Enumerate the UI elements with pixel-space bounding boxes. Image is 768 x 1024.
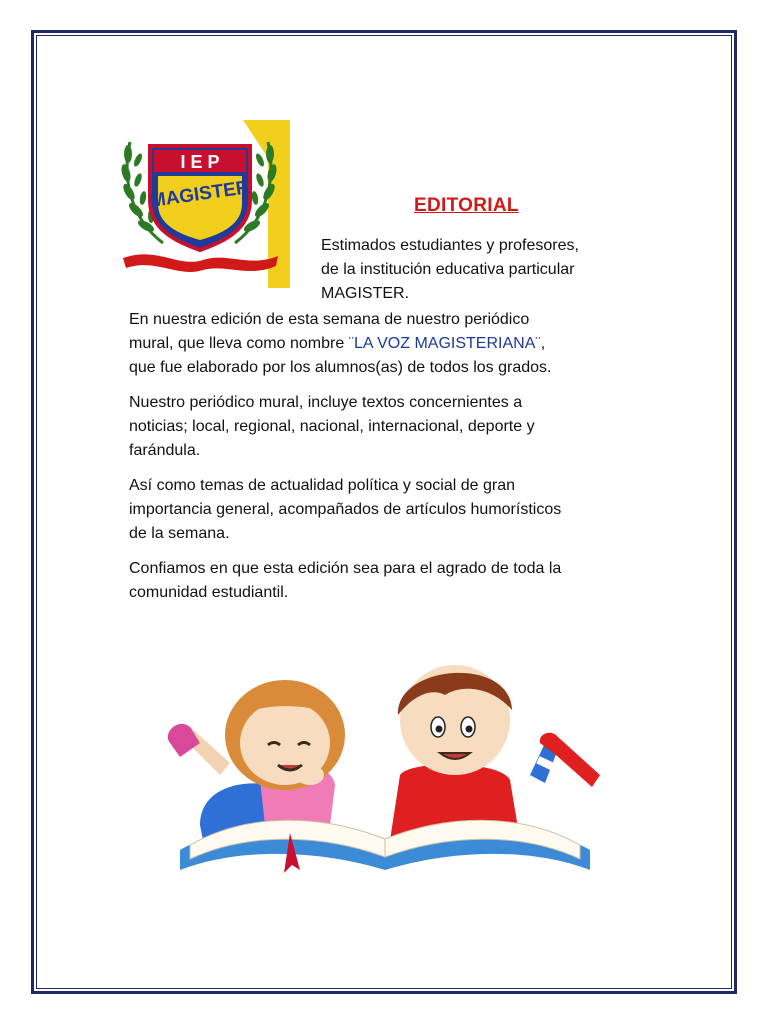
greeting-line: de la institución educativa particular [321, 261, 575, 278]
editorial-title: EDITORIAL [414, 195, 519, 216]
svg-text:I E P: I E P [180, 152, 220, 172]
text-line: mural, que lleva como nombre [129, 335, 349, 352]
text-line: de la semana. [129, 525, 230, 542]
paragraph-topics [129, 474, 659, 546]
text-line: comunidad estudiantil. [129, 584, 289, 601]
editorial-body [129, 308, 659, 616]
text-line: que fue elaborado por los alumnos(as) de todos los grados. [129, 359, 552, 376]
greeting-line: MAGISTER. [321, 285, 410, 302]
text-line: Confiamos en que esta edición sea para el agrado de toda la [129, 560, 562, 577]
children-reading-illustration [160, 625, 610, 890]
paragraph-edition [129, 308, 659, 380]
text-line: noticias; local, regional, nacional, internacional, deporte y [129, 418, 535, 435]
paragraph-contents [129, 391, 659, 463]
text-line: En nuestra edición de esta semana de nuestro periódico [129, 311, 530, 328]
text-line: importancia general, acompañados de artículos humorísticos [129, 501, 562, 518]
svg-text:MAGISTER: MAGISTER [148, 177, 251, 212]
paragraph-closing [129, 557, 659, 605]
newspaper-name: ¨LA VOZ MAGISTERIANA¨ [348, 335, 541, 352]
text-line: farándula. [129, 442, 201, 459]
greeting-line: Estimados estudiantes y profesores, [321, 237, 579, 254]
text-line: , [540, 335, 546, 352]
school-crest-logo [118, 118, 293, 290]
text-line: Nuestro periódico mural, incluye textos concernientes a [129, 394, 523, 411]
text-line: Así como temas de actualidad política y social de gran [129, 477, 515, 494]
greeting [321, 234, 641, 306]
